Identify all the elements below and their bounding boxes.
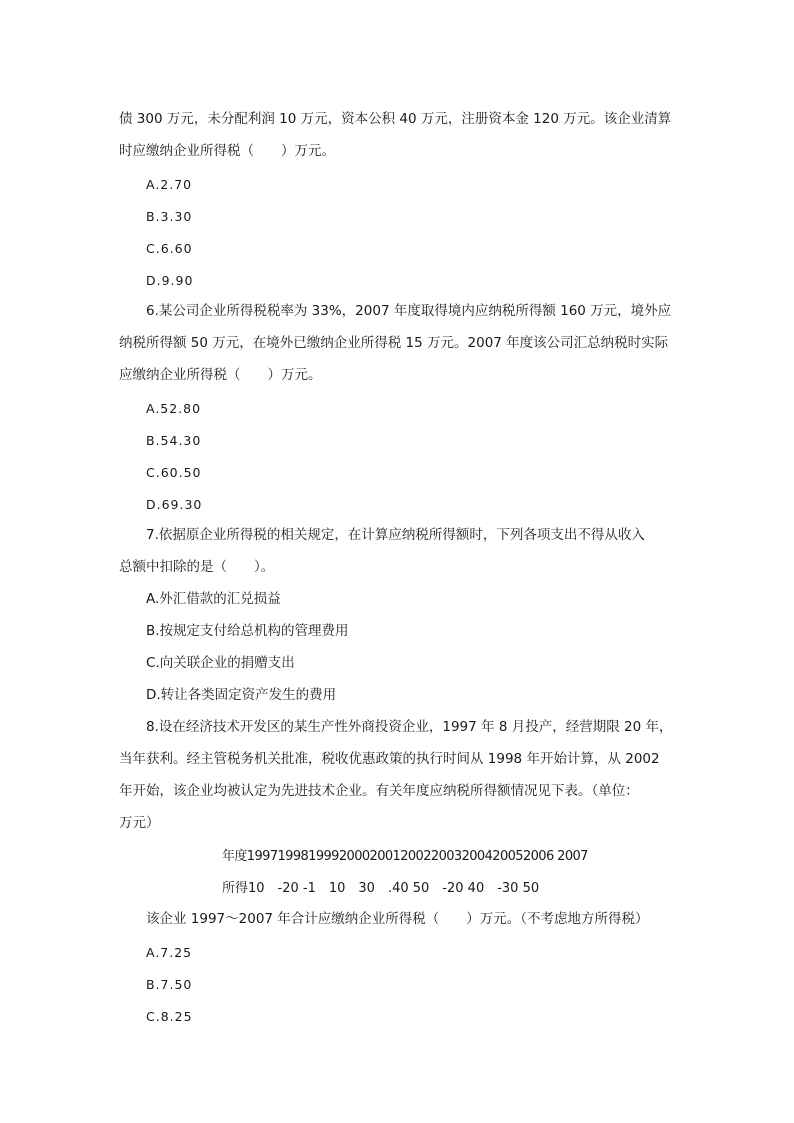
table-row-years: 年度1997199819992000200120022003200420052006 2007 — [222, 849, 588, 864]
option-a: A.7.25 — [146, 945, 193, 960]
option-a: A.2.70 — [146, 177, 193, 192]
text-line: 纳税所得额 50 万元，在境外已缴纳企业所得税 15 万元。2007 年度该公司汇总纳税时实际 — [119, 335, 669, 351]
option-c: C.60.50 — [146, 465, 202, 480]
text-line: 年开始，该企业均被认定为先进技术企业。有关年度应纳税所得额情况见下表。（单位： — [119, 783, 639, 799]
text-line: 当年获利。经主管税务机关批准，税收优惠政策的执行时间从 1998 年开始计算，从 2002 — [119, 751, 660, 767]
option-c: C.8.25 — [146, 1009, 193, 1024]
text-line: 债 300 万元，未分配利润 10 万元，资本公积 40 万元，注册资本金 120 万元。该企业清算 — [119, 111, 672, 127]
text-line: 时应缴纳企业所得税（ ）万元。 — [119, 143, 335, 159]
text-line: 总额中扣除的是（ ）。 — [119, 559, 275, 575]
option-b: B.3.30 — [146, 209, 193, 224]
option-d: D.转让各类固定资产发生的费用 — [146, 687, 337, 703]
option-c: C.向关联企业的捐赠支出 — [146, 655, 295, 671]
question-8-stem: 该企业 1997～2007 年合计应缴纳企业所得税（ ）万元。（不考虑地方所得税） — [146, 911, 649, 927]
question-8: 8.设在经济技术开发区的某生产性外商投资企业，1997 年 8 月投产，经营期限 20 年， — [146, 719, 673, 735]
text-line: 万元） — [119, 815, 160, 831]
option-a: A.52.80 — [146, 401, 202, 416]
question-7: 7.依据原企业所得税的相关规定，在计算应纳税所得额时，下列各项支出不得从收入 — [146, 527, 645, 543]
option-c: C.6.60 — [146, 241, 193, 256]
option-d: D.69.30 — [146, 497, 203, 512]
option-d: D.9.90 — [146, 273, 194, 288]
question-6: 6.某公司企业所得税税率为 33%，2007 年度取得境内应纳税所得额 160 万元，境外应 — [146, 303, 672, 319]
option-a: A.外汇借款的汇兑损益 — [146, 591, 281, 607]
option-b: B.按规定支付给总机构的管理费用 — [146, 623, 349, 639]
table-row-income: 所得10 -20 -1 10 30 .40 50 -20 40 -30 50 — [222, 881, 540, 896]
option-b: B.7.50 — [146, 977, 193, 992]
option-b: B.54.30 — [146, 433, 202, 448]
text-line: 应缴纳企业所得税（ ）万元。 — [119, 367, 322, 383]
